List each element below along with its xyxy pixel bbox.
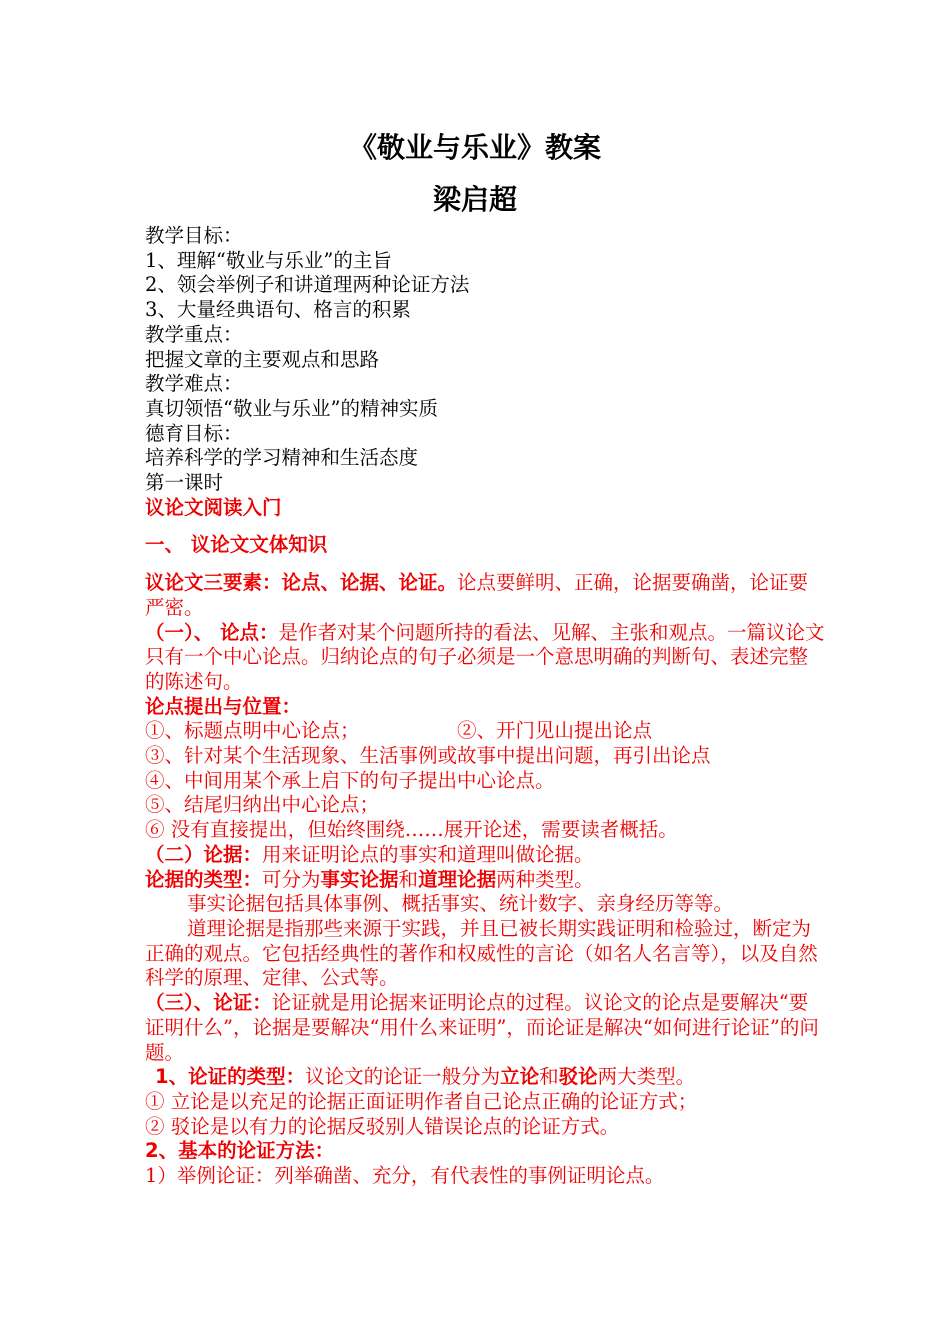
position-heading: 论点提出与位置： xyxy=(145,694,302,718)
evidence-paragraph xyxy=(145,843,825,868)
spacer xyxy=(145,558,825,571)
reasoning-types-text: 两大类型。 xyxy=(597,1065,696,1089)
reasoning-types-label: 1、论证的类型： xyxy=(155,1065,306,1089)
part1-heading: 一、 议论文文体知识 xyxy=(145,533,328,557)
document-author: 梁启超 xyxy=(432,183,517,216)
evidence-types-line xyxy=(145,868,825,893)
position-item: ①、标题点明中心论点； xyxy=(145,719,360,743)
moral-text: 培养科学的学习精神和生活态度 xyxy=(145,446,419,470)
three-elements-paragraph xyxy=(145,571,825,620)
reasoning-paragraph xyxy=(145,991,825,1065)
key-points-text: 把握文章的主要观点和思路 xyxy=(145,347,380,371)
three-elements-text: 论点要鲜明、正确，论据要确凿，论证要严密。 xyxy=(145,571,809,619)
objectives-heading: 教学目标： xyxy=(145,224,243,247)
evidence-types-text: 可分为 xyxy=(262,867,321,891)
evidence-types-text: 两种类型。 xyxy=(496,867,594,891)
reason-evidence-desc: 道理论据是指那些来源于实践，并且已被长期实践证明和检验过，断定为正确的观点。它包括经典性的著作和权威性的言论（如名人名言等），以及自然科学的原理、定律、公式等。 xyxy=(145,916,818,990)
lesson-label: 第一课时 xyxy=(145,471,224,495)
fact-evidence-desc: 事实论据包括具体事例、概括事实、统计数字、亲身经历等等。 xyxy=(187,892,734,916)
objective-item: 3、大量经典语句、格言的积累 xyxy=(145,298,411,322)
argument-text: 是作者对某个问题所持的看法、见解、主张和观点。一篇议论文只有一个中心论点。归纳论点的句子必须是一个意思明确的判断句、表述完整的陈述句。 xyxy=(145,620,825,693)
bo-term: 驳论 xyxy=(558,1065,598,1089)
fact-evidence-term: 事实论据 xyxy=(320,867,399,891)
argument-paragraph xyxy=(145,621,825,695)
three-elements-label: 议论文三要素：论点、论据、论证。 xyxy=(145,571,458,595)
document-body xyxy=(145,224,825,1189)
bo-desc: ② 驳论是以有力的论据反驳别人错误论点的论证方式。 xyxy=(145,1114,620,1138)
reasoning-types-text: 议论文的论证一般分为 xyxy=(305,1065,501,1089)
key-points-heading: 教学重点： xyxy=(145,322,243,346)
position-item-row xyxy=(145,719,825,744)
reasoning-label: （三）、论证： xyxy=(145,991,272,1015)
objective-item: 2、领会举例子和讲道理两种论证方法 xyxy=(145,273,470,297)
position-item: ⑤、结尾归纳出中心论点； xyxy=(145,793,380,817)
difficulty-heading: 教学难点： xyxy=(145,372,243,396)
spacer xyxy=(145,520,825,533)
difficulty-text: 真切领悟“敬业与乐业”的精神实质 xyxy=(145,396,438,420)
li-desc: ① 立论是以充足的论据正面证明作者自己论点正确的论证方式； xyxy=(145,1089,698,1113)
document-title: 《敬业与乐业》教案 xyxy=(348,131,601,164)
position-item: ③、针对某个生活现象、生活事例或故事中提出问题，再引出论点 xyxy=(145,744,711,768)
section-title: 议论文阅读入门 xyxy=(145,495,282,519)
position-item: ②、开门见山提出论点 xyxy=(457,719,653,743)
method-item: 1）举例论证：列举确凿、充分，有代表性的事例证明论点。 xyxy=(145,1164,665,1188)
conjunction-text: 和 xyxy=(398,867,419,891)
li-term: 立论 xyxy=(500,1065,540,1089)
conjunction-text: 和 xyxy=(539,1065,559,1089)
evidence-types-label: 论据的类型： xyxy=(145,867,263,891)
moral-heading: 德育目标： xyxy=(145,421,243,445)
position-item: ④、中间用某个承上启下的句子提出中心论点。 xyxy=(145,768,555,792)
methods-heading: 2、基本的论证方法： xyxy=(145,1139,335,1163)
argument-label: （一）、 论点： xyxy=(145,620,279,644)
reasoning-types-line xyxy=(145,1065,825,1090)
position-item: ⑥ 没有直接提出，但始终围绕……展开论述，需要读者概括。 xyxy=(145,818,678,842)
objective-item: 1、理解“敬业与乐业”的主旨 xyxy=(145,248,392,272)
reason-evidence-term: 道理论据 xyxy=(418,867,497,891)
evidence-label: （二）论据： xyxy=(145,842,263,866)
reasoning-text: 论证就是用论据来证明论点的过程。议论文的论点是要解决“要证明什么”，论据是要解决“用什么来证明”，而论证是解决“如何进行论证”的问题。 xyxy=(145,991,819,1064)
evidence-text: 用来证明论点的事实和道理叫做论据。 xyxy=(262,842,594,866)
